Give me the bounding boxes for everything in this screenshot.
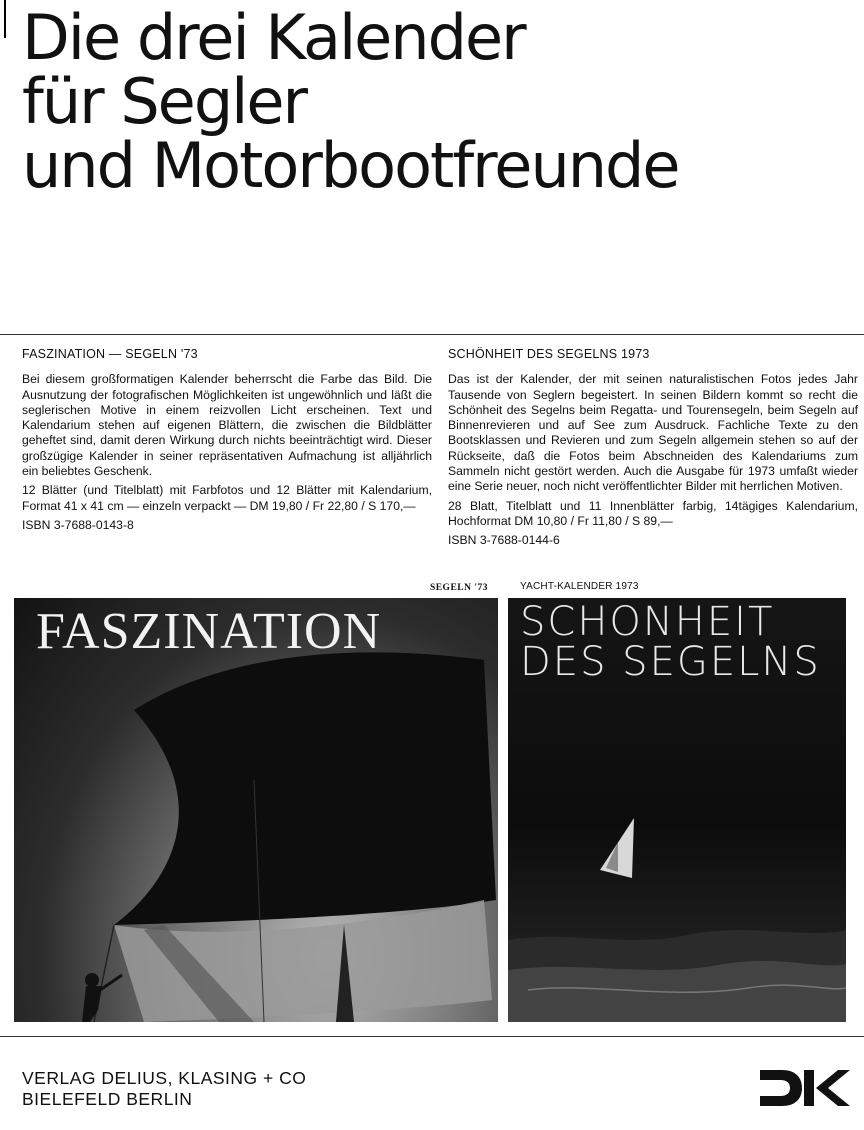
schoenheit-spec: 28 Blatt, Titelblatt und 11 Innenblätter farbig, 14tägiges Kalendarium, Hochformat DM 10,80 / Fr 11,80 / S 89,— xyxy=(448,498,858,528)
top-divider xyxy=(0,334,864,335)
schoenheit-cover-title-line-1: SCHONHEIT xyxy=(520,599,775,645)
publisher-cities: BIELEFELD BERLIN xyxy=(22,1089,193,1109)
schoenheit-cover-title-line-2: DES SEGELNS xyxy=(520,639,821,685)
faszination-description xyxy=(22,347,432,533)
schoenheit-cover-image xyxy=(508,580,846,1022)
schoenheit-cover-tag: YACHT-KALENDER 1973 xyxy=(520,581,639,592)
schoenheit-cover-title xyxy=(520,599,846,685)
faszination-spec: 12 Blätter (und Titelblatt) mit Farbfotos und 12 Blätter mit Kalendarium, Format 41 x 41 cm — einzeln verpackt — DM 19,80 / Fr 22,80 / S 170,— xyxy=(22,483,432,513)
headline-line-3: und Motorbootfreunde xyxy=(22,129,679,202)
dk-logo-icon xyxy=(760,1068,850,1108)
faszination-text: Bei diesem großformatigen Kalender beherrscht die Farbe das Bild. Die Ausnutzung der fotografischen Möglichkeiten ist ungewöhnlich und läßt die seglerischen Motive in einem reizvollen Licht erscheinen. Text und Kalendarium stehen auf eigenen Blättern, die zwischen die Bildblätter geheftet sind, damit deren Wirkung durch nichts beeinträchtigt wird. Dieser großzügige Kalender in seiner repräsentativen Aufmachung ist alljährlich ein beliebtes Geschenk. xyxy=(22,372,432,479)
faszination-cover-title: FASZINATION xyxy=(36,603,382,660)
bottom-divider xyxy=(0,1036,864,1037)
headline-line-2: für Segler xyxy=(22,65,307,138)
cover-top-band xyxy=(14,580,498,598)
headline-line-1: Die drei Kalender xyxy=(22,1,525,74)
schoenheit-description xyxy=(448,347,858,549)
schoenheit-isbn: ISBN 3-7688-0144-6 xyxy=(448,533,560,548)
schoenheit-title: SCHÖNHEIT DES SEGELNS 1973 xyxy=(448,347,650,361)
faszination-cover-tag: SEGELN '73 xyxy=(429,583,488,593)
headline xyxy=(22,1,852,202)
page-edge-mark xyxy=(4,0,6,38)
faszination-title: FASZINATION — SEGELN '73 xyxy=(22,347,198,361)
faszination-isbn: ISBN 3-7688-0143-8 xyxy=(22,517,134,532)
faszination-cover-image xyxy=(14,580,498,1022)
schoenheit-text: Das ist der Kalender, der mit seinen naturalistischen Fotos jedes Jahr Tausende von Seglern begeistert. In seinen Bildern kommt so recht die Schönheit des Segelns beim Regatta- und Tourensegeln, beim Segeln auf Binnenrevieren und auf See zum Ausdruck. Fachliche Texte zu den Bootsklassen und Revieren und zum Segeln allgemein stehen so auf der Rückseite, daß die Fotos beim Abschneiden des Kalendariums zum Sammeln nicht gestört werden. Auch die Ausgabe für 1973 umfaßt wieder eine Serie neuer, noch nicht veröffentlichter Bilder mit herrlichen Motiven. xyxy=(448,372,858,494)
publisher-name: VERLAG DELIUS, KLASING + CO xyxy=(22,1068,307,1088)
publisher-imprint xyxy=(22,1068,306,1110)
